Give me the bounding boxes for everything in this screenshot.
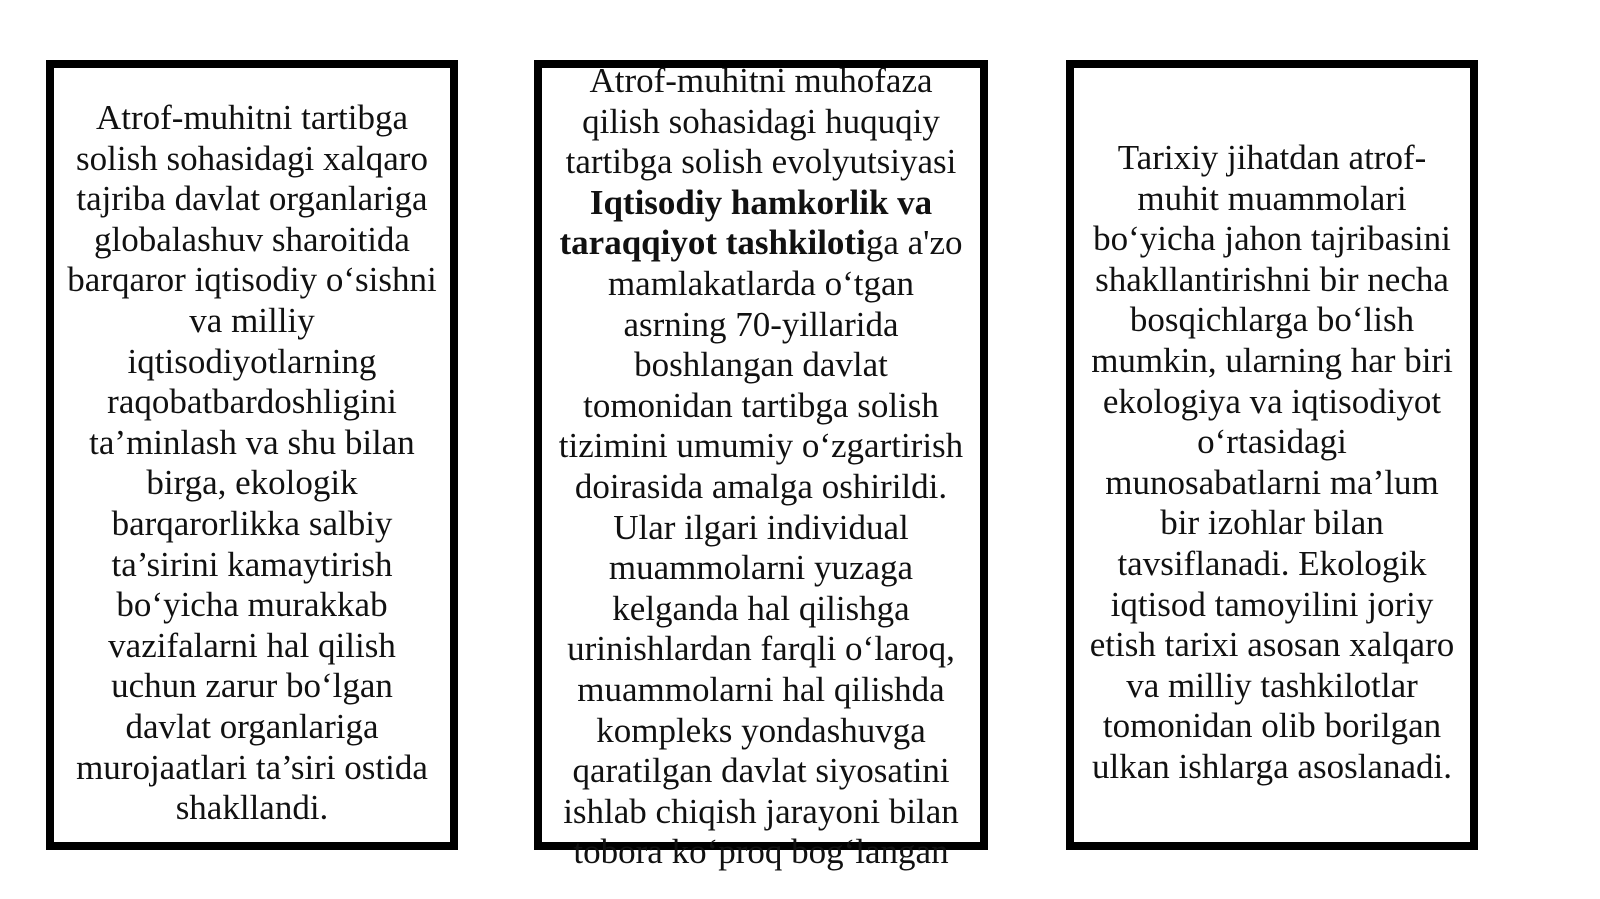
box-text-left: Atrof-muhitni tartibga solish sohasidagi xalqaro tajriba davlat organlariga globalashuv sharoitida barqaror iqtisodiy o‘sishni va milliy iqtisodiyotlarning raqobatbardoshligini ta’minlash va shu bilan birga, ekologik barqarorlikka salbiy ta’sirini kamaytirish bo‘yicha murakkab vazifalarni hal qilish uchun zarur bo‘lgan davlat organlariga murojaatlari ta’siri ostida shakllandi. bbox=[67, 98, 437, 828]
text-box-center bbox=[534, 60, 988, 872]
box-text-center bbox=[542, 61, 980, 873]
text-box-left bbox=[46, 60, 458, 850]
text-box-right bbox=[1066, 60, 1478, 850]
box-text-center-part1: Atrof-muhitni muhofaza qilish sohasidagi huquqiy tartibga solish evolyutsiyasi bbox=[565, 61, 957, 182]
box-text-center-bold: Iqtisodiy hamkorlik va taraqqiyot tashkiloti bbox=[559, 182, 933, 263]
box-text-right: Tarixiy jihatdan atrof- muhit muammolari bo‘yicha jahon tajribasini shakllantirishni bir necha bosqichlarga bo‘lish mumkin, ularning har biri ekologiya va iqtisodiyot o‘rtasidagi munosabatlarni ma’lum bir izohlar bilan tavsiflanadi. Ekologik iqtisod tamoyilini joriy etish tarixi asosan xalqaro va milliy tashkilotlar tomonidan olib borilgan ulkan ishlarga asoslanadi. bbox=[1089, 138, 1455, 786]
box-text-center-part2: ga a'zo mamlakatlarda o‘tgan asrning 70-yillarida boshlangan davlat tomonidan tartibga solish tizimini umumiy o‘zgartirish doirasida amalga oshirildi. Ular ilgari individual muammolarni yuzaga kelganda hal qilishga urinishlardan farqli o‘laroq, muammolarni hal qilishda kompleks yondashuvga qaratilgan davlat siyosatini ishlab chiqish jarayoni bilan tobora ko‘proq bog‘langan bbox=[558, 223, 964, 872]
